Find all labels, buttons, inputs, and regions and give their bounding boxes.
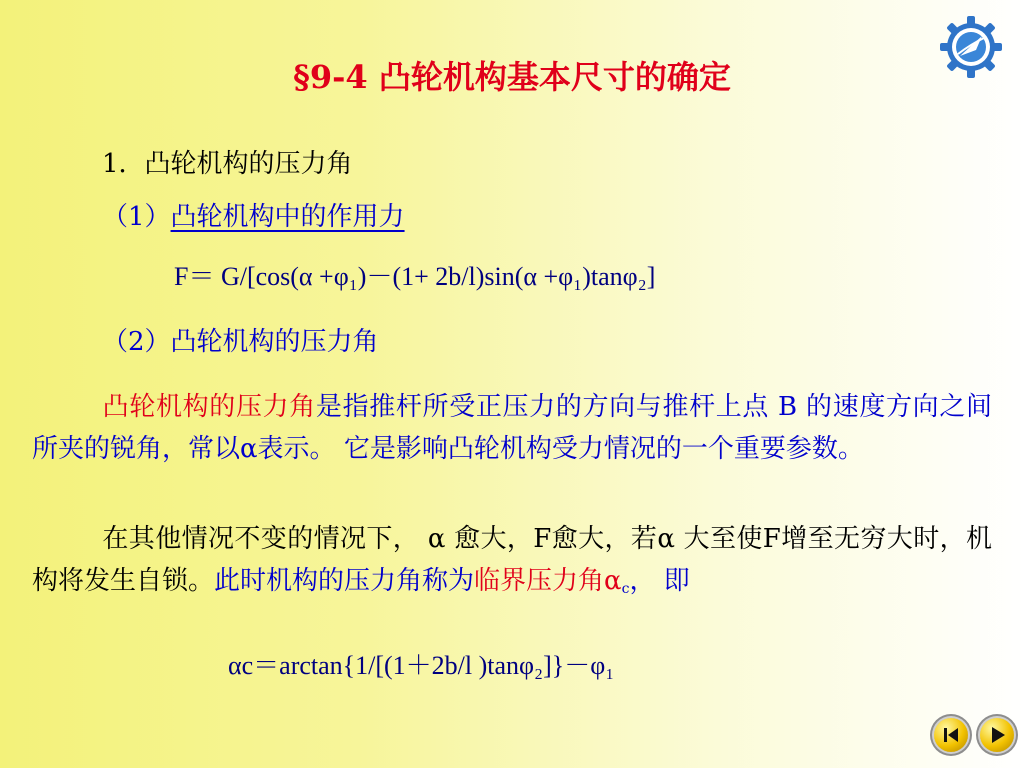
critical-subscript: c bbox=[621, 581, 630, 597]
subsection-1-label: 凸轮机构中的作用力 bbox=[170, 202, 405, 232]
first-page-icon bbox=[934, 718, 968, 752]
next-page-icon bbox=[980, 718, 1014, 752]
definition-term: 凸轮机构的压力角 bbox=[102, 392, 316, 422]
subsection-2 bbox=[102, 321, 379, 358]
section-heading bbox=[102, 143, 353, 180]
first-page-button[interactable] bbox=[934, 718, 968, 752]
section-label: 凸轮机构的压力角 bbox=[144, 149, 353, 179]
pressure-angle-definition bbox=[32, 386, 992, 470]
critical-blue-text: 此时机构的压力角称为 bbox=[214, 566, 475, 596]
subsection-2-number: （2） bbox=[102, 327, 171, 357]
critical-tail: ， 即 bbox=[629, 566, 690, 596]
page-title: §9-4 凸轮机构基本尺寸的确定 bbox=[293, 58, 731, 96]
subsection-1-number: （1） bbox=[102, 202, 171, 232]
section-number: 1． bbox=[102, 149, 145, 179]
subsection-2-label: 凸轮机构的压力角 bbox=[170, 327, 379, 357]
critical-text: 在其他情况不变的情况下， α 愈大，F愈大，若α 大至使F增至无穷大时，机构将发生自锁。 bbox=[32, 524, 992, 596]
critical-term: 临界压力角α bbox=[474, 566, 622, 596]
definition-text: 是指推杆所受正压力的方向与推杆上点 B 的速度方向之间所夹的锐角，常以α表示。 它是影响凸轮机构受力情况的一个重要参数。 bbox=[32, 392, 992, 464]
force-formula: F＝ G/[cos(α +φ₁)－(1+ 2b/l)sin(α +φ₁)tanφ₂] bbox=[174, 262, 656, 291]
subsection-1 bbox=[102, 196, 405, 233]
critical-angle-paragraph bbox=[32, 518, 992, 610]
next-page-button[interactable] bbox=[980, 718, 1014, 752]
critical-angle-formula: αc＝arctan{1/[(1＋2b/l )tanφ₂]}－φ₁ bbox=[228, 651, 615, 680]
